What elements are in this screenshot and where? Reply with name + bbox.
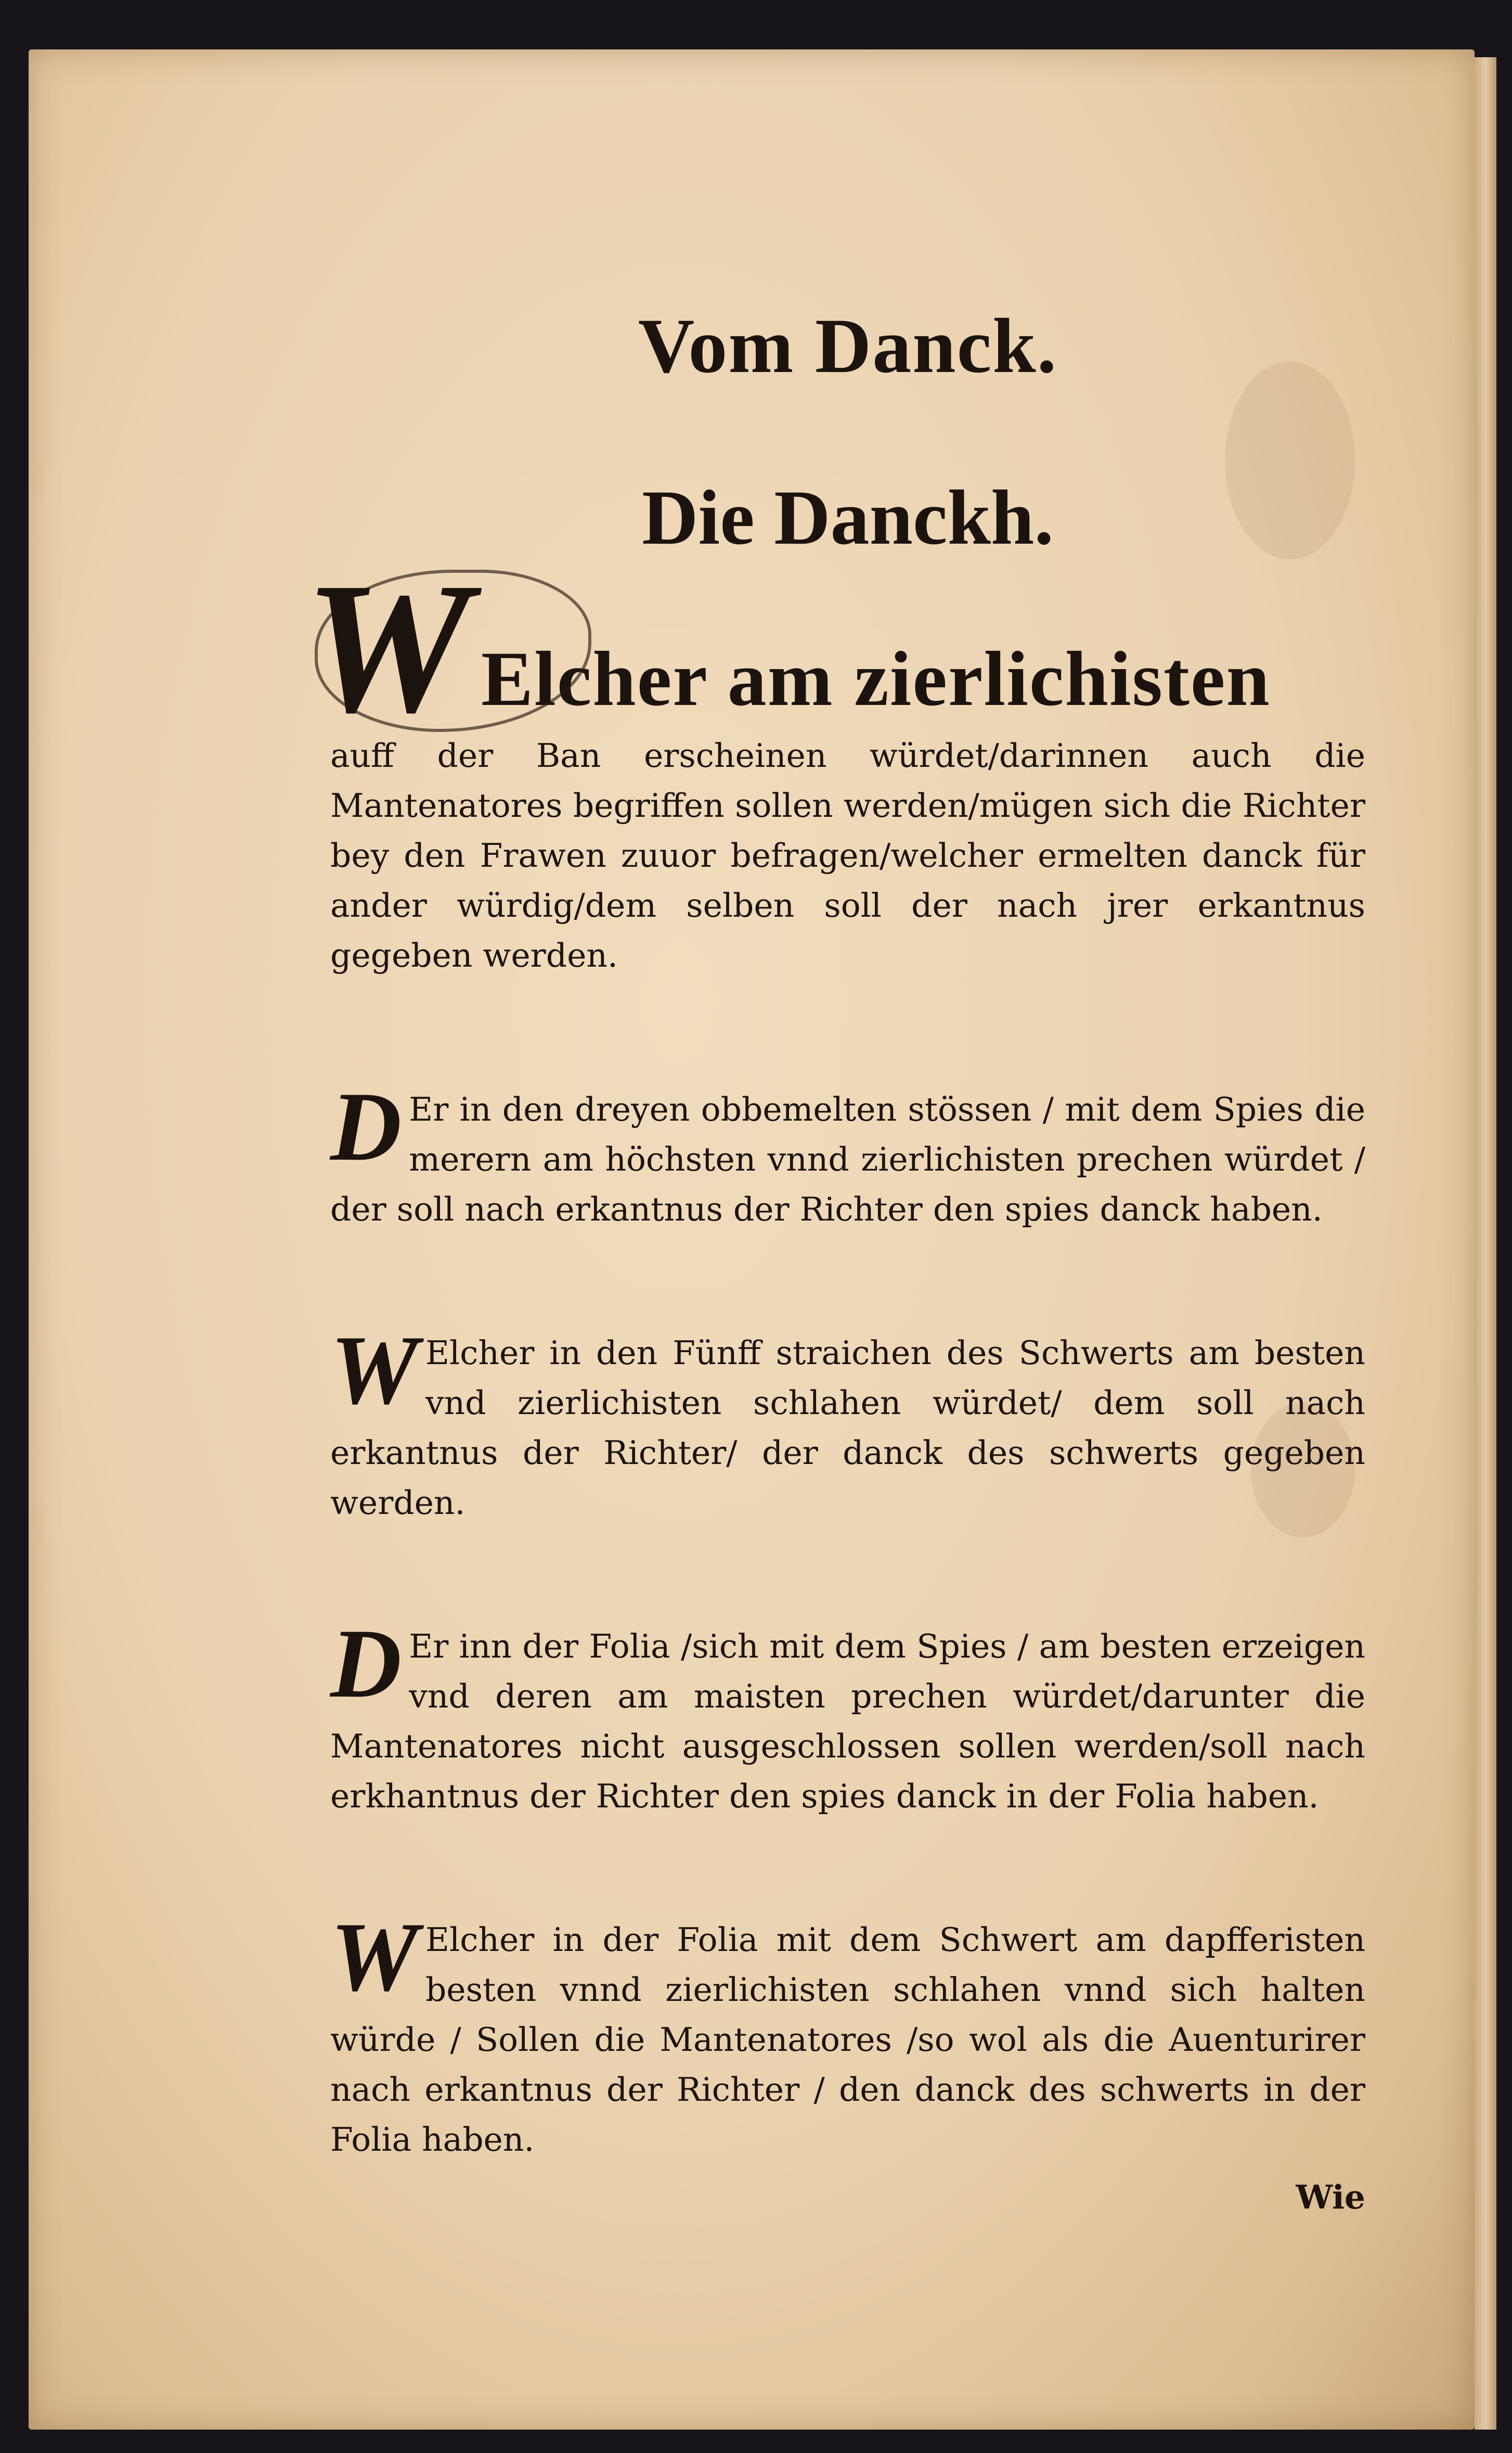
paragraph-1 [304, 544, 1365, 981]
paragraph-text: Er inn der Folia /sich mit dem Spies / am besten erzeigen vnd deren am maisten prechen würdet/darunter die Mantenatores nicht ausgeschlossen sollen werden/soll nach erkhantnus der Richter den spies danck in der Folia haben. [330, 1627, 1365, 1815]
paragraph-text: auff der Ban erscheinen würdet/darinnen auch die Mantenatores begriffen sollen werden/mügen sich die Richter bey den Frawen zuuor befragen/welcher ermelten danck für ander würdig/dem selben soll der nach jrer erkantnus gegeben werden. [330, 737, 1365, 974]
section-subtitle: Die Danckh. [642, 474, 1054, 561]
paragraph-text: Er in den dreyen obbemelten stössen / mit dem Spies die merern am höchsten vnnd zierlichisten prechen würdet / der soll nach erkantnus der Richter den spies danck haben. [330, 1090, 1365, 1228]
catchword: Wie [1296, 2178, 1365, 2216]
page-content [304, 299, 1365, 2216]
paragraph-lead: Elcher am zierlichisten [481, 636, 1271, 722]
book-page [29, 49, 1475, 2430]
decorated-initial: W [304, 544, 471, 751]
drop-capital: W [330, 1903, 418, 2012]
paragraph-text: Elcher in der Folia mit dem Schwert am dapfferisten besten vnnd zierlichisten schlahen vnnd sich halten würde / Sollen die Mantenatores /so wol als die Auenturirer nach erkantnus der Richter / den danck des schwerts in der Folia haben. [330, 1921, 1365, 2159]
drop-capital: W [330, 1316, 418, 1425]
drop-capital: D [330, 1609, 402, 1718]
paragraph-4 [330, 1609, 1365, 1821]
paragraph-2 [330, 1072, 1365, 1235]
paragraph-text: Elcher in den Fünff straichen des Schwerts am besten vnd zierlichisten schlahen würdet/ dem soll nach erkantnus der Richter/ der danck des schwerts gegeben werden. [330, 1334, 1365, 1522]
drop-capital: D [330, 1072, 402, 1181]
paragraph-3 [330, 1316, 1365, 1528]
paragraph-5 [330, 1903, 1365, 2216]
page-title: Vom Danck. [638, 303, 1058, 389]
next-page-edge [1475, 57, 1496, 2430]
